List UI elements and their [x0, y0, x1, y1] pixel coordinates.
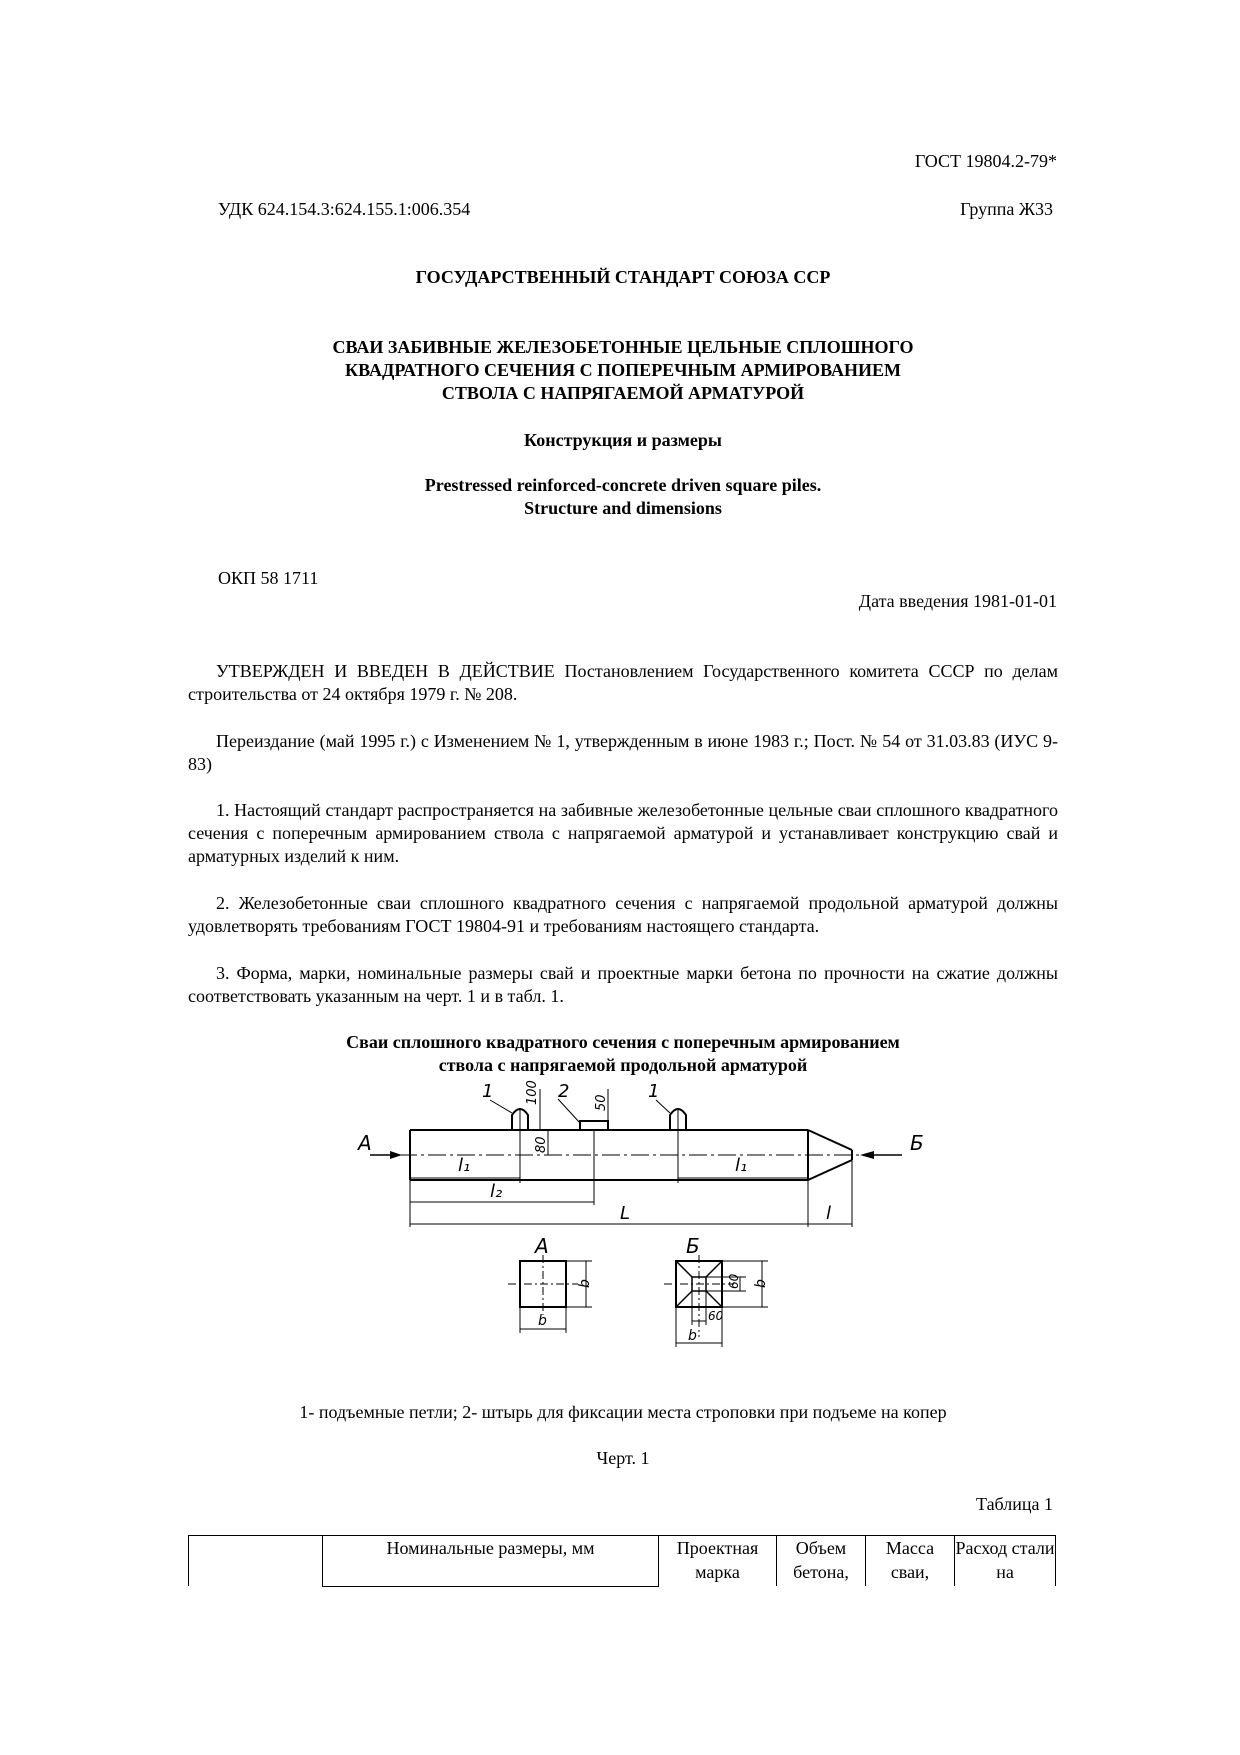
paragraph-text: УТВЕРЖДЕН И ВВЕДЕН В ДЕЙСТВИЕ Постановлением Государственного комитета СССР по делам строительства от 24 октября 1979 г. № 208. [188, 661, 1058, 704]
paragraph-text: 3. Форма, марки, номинальные размеры свай и проектные марки бетона по прочности на сжатие должны соответствовать указанным на черт. 1 и в табл. 1. [188, 963, 1058, 1006]
figure-legend: 1- подъемные петли; 2- штырь для фиксации места строповки при подъеме на копер [299, 1402, 947, 1422]
main-title [188, 336, 1058, 405]
arrow-b-head [860, 1151, 874, 1159]
loop-label-right: 1 [648, 1081, 660, 1102]
section-b-b-horizontal: b [688, 1328, 697, 1344]
main-title-line: СТВОЛА С НАПРЯГАЕМОЙ АРМАТУРОЙ [441, 383, 805, 403]
section-b-title: Б [686, 1234, 700, 1258]
section-b-diag-4 [706, 1291, 722, 1307]
header-cell-dimensions: Номинальные размеры, мм [323, 1536, 659, 1587]
pin-label: 2 [558, 1081, 570, 1102]
group-code: Группа Ж33 [960, 199, 1053, 219]
approval-paragraph [188, 660, 1058, 706]
figure-caption-line: Сваи сплошного квадратного сечения с поперечным армированием [346, 1032, 900, 1052]
section-b-diag-3 [676, 1291, 692, 1307]
l1-label-left: l₁ [458, 1155, 471, 1176]
l2-label: l₂ [490, 1181, 503, 1202]
header-cell-steel: Расход стали на [955, 1536, 1056, 1587]
paragraph-text: 1. Настоящий стандарт распространяется на забивные железобетонные цельные сваи сплошного квадратного сечения с поперечным армированием ствола с напрягаемой арматурой и устанавливает конструкцию свай и арматурных изделий к ним. [188, 800, 1058, 866]
section-b-diag-2 [706, 1261, 722, 1277]
main-title-line: КВАДРАТНОГО СЕЧЕНИЯ С ПОПЕРЕЧНЫМ АРМИРОВАНИЕМ [345, 360, 901, 380]
header-cell-marking [189, 1536, 323, 1587]
standard-number: ГОСТ 19804.2-79* [914, 151, 1057, 171]
section-b-b-vertical: b [753, 1279, 769, 1288]
table-label: Таблица 1 [976, 1494, 1053, 1514]
pile-tip-lower [808, 1160, 852, 1180]
clause-3 [188, 962, 1058, 1008]
dim-100-label: 100 [525, 1080, 540, 1105]
loop-label-left: 1 [482, 1081, 494, 1102]
clause-2 [188, 892, 1058, 938]
arrow-a-label: А [358, 1131, 372, 1155]
l1-label-right: l₁ [735, 1155, 748, 1176]
intro-date: Дата введения 1981-01-01 [858, 591, 1057, 611]
pile-drawing [330, 1075, 950, 1405]
english-title-line: Prestressed reinforced-concrete driven square piles. [424, 475, 822, 495]
state-standard-heading: ГОСУДАРСТВЕННЫЙ СТАНДАРТ СОЮЗА ССР [415, 267, 831, 287]
paragraph-text: Переиздание (май 1995 г.) с Изменением № 1, утвержденным в июне 1983 г.; Пост. № 54 от 31.03.83 (ИУС 9-83) [188, 731, 1058, 774]
subtitle: Конструкция и размеры [524, 430, 722, 450]
section-b-60-vertical: 60 [727, 1273, 741, 1289]
figure-caption [188, 1031, 1058, 1077]
arrow-b-label: Б [910, 1131, 924, 1155]
section-b-60-horizontal: 60 [708, 1309, 724, 1323]
paragraph-text: 2. Железобетонные сваи сплошного квадратного сечения с напрягаемой продольной арматурой должны удовлетворять требованиям ГОСТ 19804-91 и требованиям настоящего стандарта. [188, 893, 1058, 936]
main-title-line: СВАИ ЗАБИВНЫЕ ЖЕЛЕЗОБЕТОННЫЕ ЦЕЛЬНЫЕ СПЛОШНОГО [332, 337, 914, 357]
table-1 [188, 1535, 1056, 1587]
section-a-b-horizontal: b [538, 1313, 547, 1329]
english-title-line: Structure and dimensions [524, 498, 722, 518]
leader-pin [558, 1099, 580, 1123]
udk-code: УДК 624.154.3:624.155.1:006.354 [218, 199, 471, 219]
table-header-row [189, 1536, 1056, 1587]
l-label: l [826, 1203, 832, 1224]
dim-80-label: 80 [534, 1136, 549, 1153]
dim-50-label: 50 [594, 1094, 609, 1111]
section-a-b-vertical: b [577, 1279, 593, 1288]
figure-number: Черт. 1 [596, 1448, 650, 1468]
header-cell-grade: Проектная марка [659, 1536, 777, 1587]
clause-1 [188, 799, 1058, 868]
pile-tip-upper [808, 1130, 852, 1150]
figure-caption-line: ствола с напрягаемой продольной арматурой [438, 1055, 808, 1075]
header-cell-volume: Объем бетона, [777, 1536, 866, 1587]
english-title [188, 474, 1058, 520]
header-cell-mass: Масса сваи, [866, 1536, 955, 1587]
L-label: L [620, 1203, 631, 1224]
section-b-diag-1 [676, 1261, 692, 1277]
section-a-title: А [535, 1234, 549, 1258]
okp-code: ОКП 58 1711 [218, 568, 319, 588]
arrow-a-head [390, 1151, 402, 1159]
reissue-paragraph [188, 730, 1058, 776]
pin [580, 1121, 608, 1130]
